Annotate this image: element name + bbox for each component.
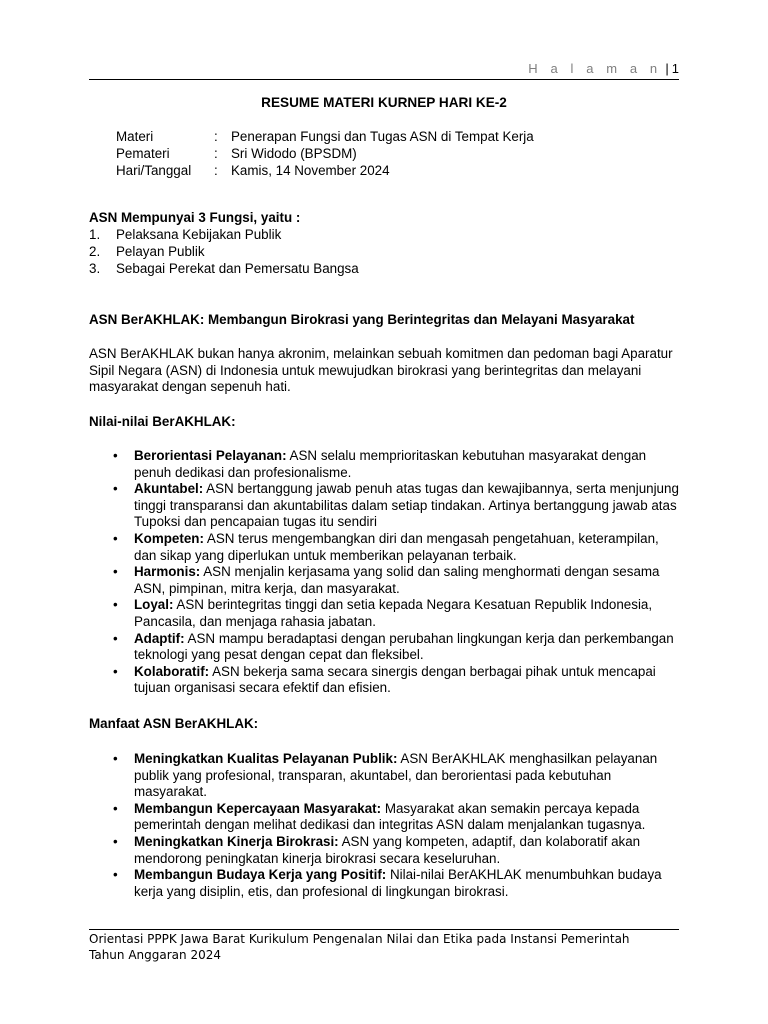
item-text: ASN terus mengembangkan diri dan mengasah pengetahuan, keterampilan, dan sikap yang diperlukan untuk memberikan pelayanan terbaik. xyxy=(134,530,659,563)
meta-value: Kamis, 14 November 2024 xyxy=(231,163,390,178)
item-term: Meningkatkan Kinerja Birokrasi: xyxy=(134,833,339,849)
meta-key: Hari/Tanggal xyxy=(116,163,192,178)
bullet-icon: • xyxy=(113,663,118,679)
list-item xyxy=(89,664,681,697)
item-term: Meningkatkan Kualitas Pelayanan Publik: xyxy=(134,751,398,766)
footer-line-2: Tahun Anggaran 2024 xyxy=(89,947,221,962)
item-number: 2. xyxy=(89,243,101,259)
meta-row-pemateri xyxy=(116,145,534,162)
item-term: Harmonis: xyxy=(134,564,201,580)
item-term: Berorientasi Pelayanan: xyxy=(134,448,287,463)
bullet-icon: • xyxy=(113,800,118,816)
manfaat-heading: Manfaat ASN BerAKHLAK: xyxy=(89,716,259,731)
manfaat-list xyxy=(89,751,681,900)
list-item xyxy=(89,631,681,664)
item-term: Adaptif: xyxy=(134,630,185,646)
bullet-icon: • xyxy=(113,833,118,849)
list-item xyxy=(89,564,681,597)
meta-value: Penerapan Fungsi dan Tugas ASN di Tempat Kerja xyxy=(231,129,534,144)
footer-line-1: Orientasi PPPK Jawa Barat Kurikulum Pengenalan Nilai dan Etika pada Instansi Pemerintah xyxy=(89,932,630,946)
item-text: Nilai-nilai BerAKHLAK menumbuhkan budaya kerja yang disiplin, etis, dan profesional di lingkungan birokrasi. xyxy=(134,867,662,899)
item-text: Sebagai Perekat dan Pemersatu Bangsa xyxy=(116,260,359,276)
footer-rule xyxy=(89,929,679,930)
nilai-heading: Nilai-nilai BerAKHLAK: xyxy=(89,414,236,429)
item-text: Pelayan Publik xyxy=(116,243,205,259)
bullet-icon: • xyxy=(113,530,118,546)
document-title: RESUME MATERI KURNEP HARI KE-2 xyxy=(261,95,507,110)
item-text: Pelaksana Kebijakan Publik xyxy=(116,226,282,242)
berakhlak-paragraph: ASN BerAKHLAK bukan hanya akronim, melainkan sebuah komitmen dan pedoman bagi Aparatur Sipil Negara (ASN) di Indonesia untuk mewujudkan birokrasi yang berintegritas dan melayani masyarakat dengan sepenuh hati. xyxy=(89,346,673,395)
list-item xyxy=(89,801,681,834)
list-item xyxy=(89,867,681,900)
bullet-icon: • xyxy=(113,481,118,497)
item-text: ASN yang kompeten, adaptif, dan kolaboratif akan mendorong peningkatan kinerja birokrasi secara keseluruhan. xyxy=(134,833,641,866)
list-item xyxy=(89,834,681,867)
meta-colon: : xyxy=(214,129,218,144)
item-text: ASN berintegritas tinggi dan setia kepada Negara Kesatuan Republik Indonesia, Pancasila, dan menjaga rahasia jabatan. xyxy=(134,597,653,629)
item-term: Kompeten: xyxy=(134,530,204,546)
list-item xyxy=(89,751,681,801)
numbered-item xyxy=(89,261,681,278)
item-term: Kolaboratif: xyxy=(134,663,210,679)
fungsi-section xyxy=(89,210,681,278)
meta-row-materi xyxy=(116,128,534,145)
item-text: ASN bertanggung jawab penuh atas tugas dan kewajibannya, serta menjunjung tinggi transparansi dan akuntabilitas dalam setiap tindakan. Artinya bertanggung jawab atas Tupoksi dan pencapaian tugas itu sendiri xyxy=(134,481,679,530)
item-text: ASN selalu memprioritaskan kebutuhan masyarakat dengan penuh dedikasi dan profesionalisme. xyxy=(134,448,647,480)
meta-colon: : xyxy=(214,163,218,178)
meta-key: Materi xyxy=(116,129,154,144)
list-item xyxy=(89,597,681,630)
meta-value: Sri Widodo (BPSDM) xyxy=(231,146,357,161)
meta-key: Pemateri xyxy=(116,146,170,161)
item-term: Loyal: xyxy=(134,597,174,613)
nilai-list xyxy=(89,448,681,697)
page-footer xyxy=(89,932,689,963)
page-separator: | xyxy=(665,61,669,76)
item-text: ASN mampu beradaptasi dengan perubahan lingkungan kerja dan perkembangan teknologi yang pesat dengan cepat dan fleksibel. xyxy=(134,630,674,663)
fungsi-heading: ASN Mempunyai 3 Fungsi, yaitu : xyxy=(89,210,301,225)
item-number: 1. xyxy=(89,226,101,242)
item-term: Akuntabel: xyxy=(134,481,204,497)
header-rule xyxy=(89,79,679,80)
meta-row-tanggal xyxy=(116,162,534,179)
numbered-item xyxy=(89,227,681,244)
item-term: Membangun Budaya Kerja yang Positif: xyxy=(134,867,387,883)
item-text: ASN menjalin kerjasama yang solid dan saling menghormati dengan sesama ASN, pimpinan, mitra kerja, dan masyarakat. xyxy=(134,564,660,596)
item-text: ASN bekerja sama secara sinergis dengan berbagai pihak untuk mencapai tujuan organisasi secara efektif dan efisien. xyxy=(134,663,656,696)
item-text: Masyarakat akan semakin percaya kepada pemerintah dengan melihat dedikasi dan integritas ASN dalam menjalankan tugasnya. xyxy=(134,800,646,833)
list-item xyxy=(89,481,681,531)
bullet-icon: • xyxy=(113,597,118,613)
meta-colon: : xyxy=(214,146,218,161)
page-label: H a l a m a n xyxy=(528,61,662,76)
item-number: 3. xyxy=(89,260,101,276)
item-text: ASN BerAKHLAK menghasilkan pelayanan publik yang profesional, transparan, akuntabel, dan berorientasi pada kebutuhan masyarakat. xyxy=(134,751,658,800)
page-number: 1 xyxy=(671,61,679,76)
numbered-item xyxy=(89,244,681,261)
bullet-icon: • xyxy=(113,448,118,463)
bullet-icon: • xyxy=(113,564,118,580)
bullet-icon: • xyxy=(113,630,118,646)
meta-table xyxy=(116,128,534,179)
item-term: Membangun Kepercayaan Masyarakat: xyxy=(134,800,382,816)
list-item xyxy=(89,531,681,564)
list-item xyxy=(89,448,681,481)
page-header xyxy=(89,61,679,77)
bullet-icon: • xyxy=(113,867,118,883)
berakhlak-heading: ASN BerAKHLAK: Membangun Birokrasi yang Berintegritas dan Melayani Masyarakat xyxy=(89,312,635,327)
bullet-icon: • xyxy=(113,751,118,766)
